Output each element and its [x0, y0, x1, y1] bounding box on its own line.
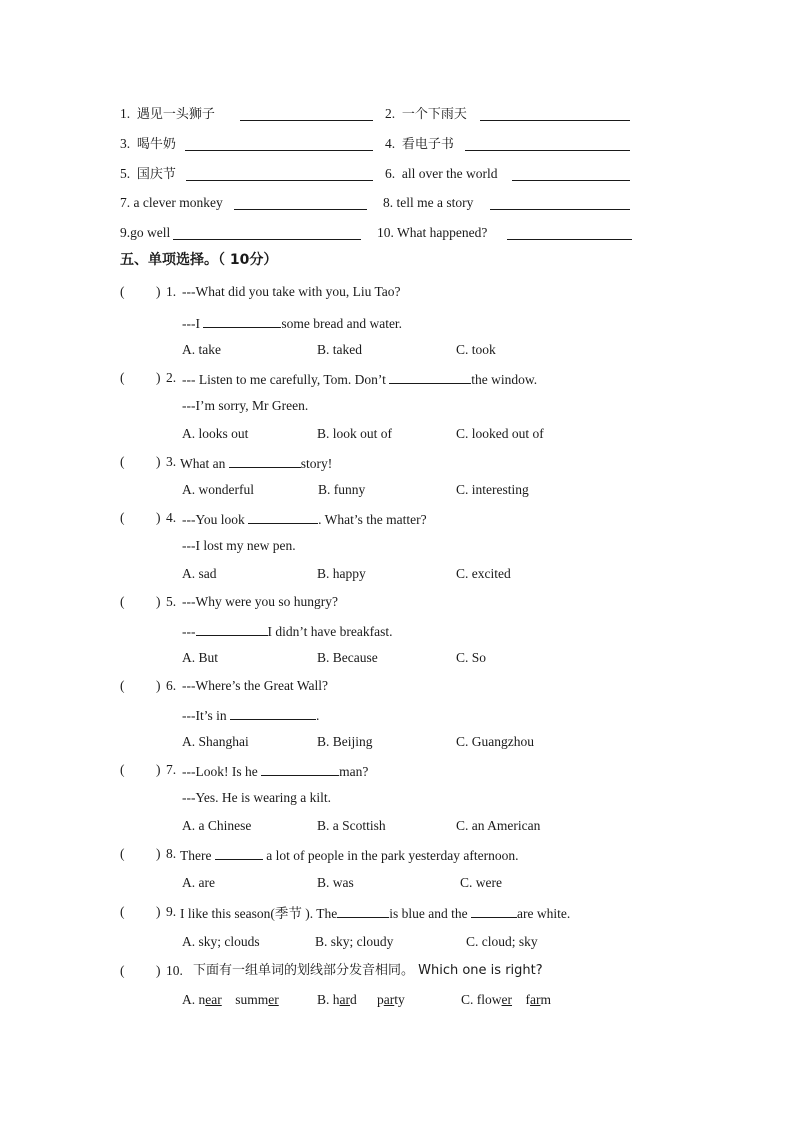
- fill-blank[interactable]: [203, 314, 281, 328]
- vocab-blank-10[interactable]: [507, 226, 632, 240]
- vocab-blank-1[interactable]: [240, 107, 373, 121]
- vocab-item-10: 10. What happened?: [377, 225, 488, 240]
- question-line2: ---I some bread and water.: [182, 316, 403, 331]
- option-b[interactable]: B. funny: [318, 482, 366, 497]
- answer-slot-3[interactable]: [134, 456, 152, 470]
- option-c[interactable]: C. looked out of: [456, 426, 544, 441]
- option-b[interactable]: B. look out of: [317, 426, 393, 441]
- question-number: 10.: [166, 963, 183, 978]
- fill-blank[interactable]: [230, 706, 316, 720]
- vocab-blank-6[interactable]: [512, 167, 630, 181]
- question-text: ---Where’s the Great Wall?: [182, 678, 328, 693]
- answer-slot-8[interactable]: [134, 848, 152, 862]
- answer-paren-open: (: [120, 370, 125, 385]
- answer-paren-open: (: [120, 963, 125, 978]
- option-c[interactable]: C. cloud; sky: [466, 934, 538, 949]
- answer-slot-6[interactable]: [134, 680, 152, 694]
- vocab-item-7: 7. a clever monkey: [120, 195, 223, 210]
- option-c[interactable]: C. flower farm: [461, 992, 552, 1007]
- answer-paren-open: (: [120, 284, 125, 299]
- vocab-blank-4[interactable]: [465, 137, 630, 151]
- answer-paren-close: ): [156, 454, 161, 469]
- vocab-item-2: 2. 一个下雨天: [385, 106, 467, 122]
- vocab-blank-2[interactable]: [480, 107, 630, 121]
- question-number: 2.: [166, 370, 177, 385]
- answer-paren-close: ): [156, 594, 161, 609]
- answer-paren-close: ): [156, 510, 161, 525]
- answer-slot-7[interactable]: [134, 764, 152, 778]
- question-line2: ---I’m sorry, Mr Green.: [182, 398, 309, 413]
- option-c[interactable]: C. excited: [456, 566, 511, 581]
- question-number: 4.: [166, 510, 177, 525]
- vocab-item-9: 9.go well: [120, 225, 171, 240]
- question-text: I like this season(季节 ). The is blue and the are white.: [180, 906, 571, 921]
- fill-blank[interactable]: [196, 622, 268, 636]
- question-text: ---Why were you so hungry?: [182, 594, 338, 609]
- answer-paren-open: (: [120, 904, 125, 919]
- option-b[interactable]: B. Because: [317, 650, 378, 665]
- question-text: ---You look . What’s the matter?: [182, 512, 427, 527]
- option-b[interactable]: B. a Scottish: [317, 818, 386, 833]
- answer-paren-close: ): [156, 370, 161, 385]
- answer-paren-close: ): [156, 678, 161, 693]
- answer-paren-close: ): [156, 904, 161, 919]
- answer-slot-4[interactable]: [134, 512, 152, 526]
- option-a[interactable]: A. sky; clouds: [182, 934, 260, 949]
- answer-slot-10[interactable]: [134, 965, 152, 979]
- fill-blank[interactable]: [248, 510, 318, 524]
- fill-blank[interactable]: [471, 904, 517, 918]
- question-text: ---Look! Is he man?: [182, 764, 369, 779]
- vocab-blank-9[interactable]: [173, 226, 361, 240]
- answer-paren-close: ): [156, 284, 161, 299]
- answer-slot-2[interactable]: [134, 372, 152, 386]
- answer-paren-open: (: [120, 762, 125, 777]
- option-a[interactable]: A. But: [182, 650, 219, 665]
- option-a[interactable]: A. looks out: [182, 426, 249, 441]
- vocab-item-1: 1. 遇见一头狮子: [120, 106, 215, 122]
- option-a[interactable]: A. Shanghai: [182, 734, 249, 749]
- question-line2: ---Yes. He is wearing a kilt.: [182, 790, 331, 805]
- question-number: 7.: [166, 762, 177, 777]
- option-c[interactable]: C. interesting: [456, 482, 529, 497]
- vocab-item-6: 6. all over the world: [385, 166, 498, 181]
- question-line2: ---I lost my new pen.: [182, 538, 296, 553]
- option-c[interactable]: C. Guangzhou: [456, 734, 534, 749]
- question-text: ---What did you take with you, Liu Tao?: [182, 284, 401, 299]
- answer-slot-9[interactable]: [134, 906, 152, 920]
- vocab-blank-8[interactable]: [490, 196, 630, 210]
- vocab-item-4: 4. 看电子书: [385, 136, 454, 152]
- option-a[interactable]: A. take: [182, 342, 221, 357]
- option-a[interactable]: A. are: [182, 875, 215, 890]
- question-text: What an story!: [180, 456, 333, 471]
- answer-slot-1[interactable]: [134, 286, 152, 300]
- question-text: --- Listen to me carefully, Tom. Don’t the window.: [182, 372, 538, 387]
- answer-paren-close: ): [156, 762, 161, 777]
- answer-paren-open: (: [120, 594, 125, 609]
- answer-paren-open: (: [120, 846, 125, 861]
- fill-blank[interactable]: [261, 762, 339, 776]
- option-c[interactable]: C. were: [460, 875, 502, 890]
- option-c[interactable]: C. took: [456, 342, 496, 357]
- section-title: 五、单项选择。（ 10分）: [120, 252, 278, 268]
- question-number: 5.: [166, 594, 177, 609]
- option-b[interactable]: B. hard party: [317, 992, 405, 1007]
- option-b[interactable]: B. taked: [317, 342, 362, 357]
- option-a[interactable]: A. near summer: [182, 992, 279, 1007]
- vocab-blank-5[interactable]: [186, 167, 373, 181]
- option-b[interactable]: B. was: [317, 875, 354, 890]
- option-c[interactable]: C. So: [456, 650, 487, 665]
- vocab-blank-7[interactable]: [234, 196, 367, 210]
- answer-paren-close: ): [156, 846, 161, 861]
- vocab-item-3: 3. 喝牛奶: [120, 136, 176, 152]
- fill-blank[interactable]: [337, 904, 389, 918]
- question-number: 6.: [166, 678, 177, 693]
- option-a[interactable]: A. a Chinese: [182, 818, 252, 833]
- answer-paren-open: (: [120, 510, 125, 525]
- question-number: 9.: [166, 904, 177, 919]
- vocab-item-8: 8. tell me a story: [383, 195, 474, 210]
- question-number: 3.: [166, 454, 177, 469]
- question-text: 下面有一组单词的划线部分发音相同。 Which one is right?: [193, 963, 543, 978]
- question-number: 1.: [166, 284, 177, 299]
- vocab-blank-3[interactable]: [185, 137, 373, 151]
- answer-paren-open: (: [120, 454, 125, 469]
- option-a[interactable]: A. wonderful: [182, 482, 254, 497]
- vocab-item-5: 5. 国庆节: [120, 166, 176, 182]
- fill-blank[interactable]: [229, 454, 301, 468]
- fill-blank[interactable]: [215, 846, 263, 860]
- answer-paren-open: (: [120, 678, 125, 693]
- option-b[interactable]: B. sky; cloudy: [315, 934, 394, 949]
- question-line2: ---It’s in .: [182, 708, 320, 723]
- answer-paren-close: ): [156, 963, 161, 978]
- option-b[interactable]: B. Beijing: [317, 734, 373, 749]
- question-number: 8.: [166, 846, 177, 861]
- option-c[interactable]: C. an American: [456, 818, 541, 833]
- question-line2: --- I didn’t have breakfast.: [182, 624, 393, 639]
- answer-slot-5[interactable]: [134, 596, 152, 610]
- fill-blank[interactable]: [389, 370, 471, 384]
- option-a[interactable]: A. sad: [182, 566, 217, 581]
- question-text: There a lot of people in the park yesterday afternoon.: [180, 848, 519, 863]
- option-b[interactable]: B. happy: [317, 566, 366, 581]
